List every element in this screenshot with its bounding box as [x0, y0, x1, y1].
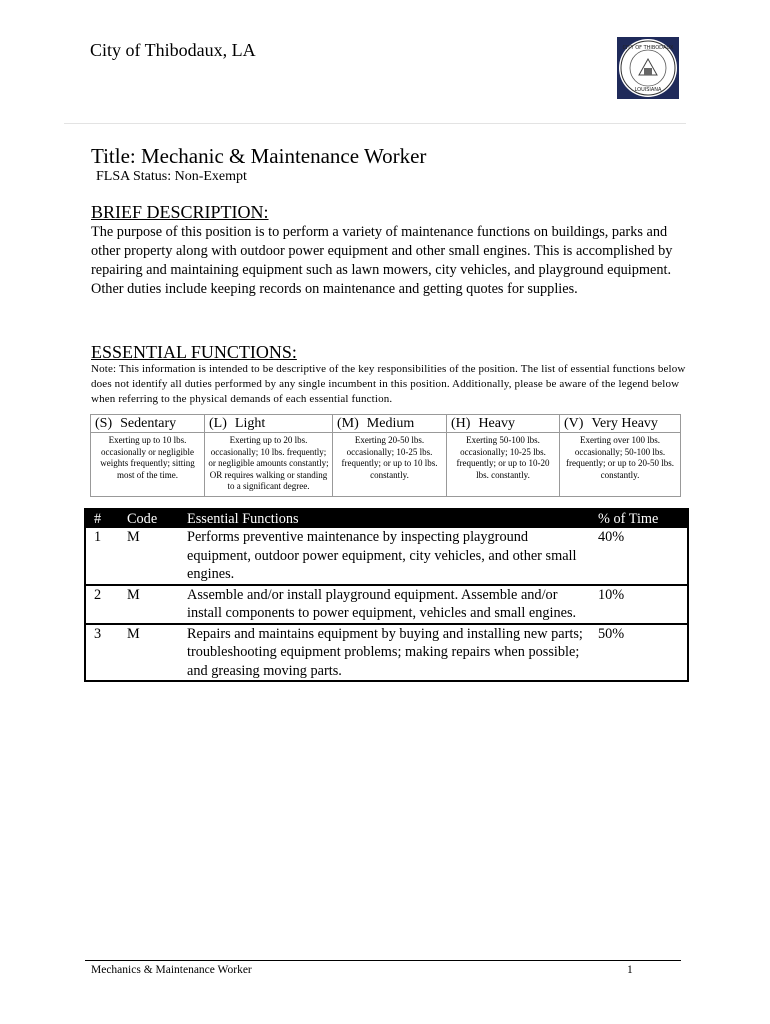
brief-description-text: The purpose of this position is to perform a variety of maintenance functions on buildings, parks and other property along with outdoor power equipment and other small engines. This is accomplished by repairing and maintaining equipment such as lawn mowers, city vehicles, and playground equipment. Other duties include keeping records on maintenance and getting quotes for supplies.: [91, 224, 673, 297]
legend-header-sedentary: (S) Sedentary: [91, 415, 205, 433]
row-code: M: [123, 528, 183, 585]
row-function: Assemble and/or install playground equipment. Assemble and/or install components to power equipment, vehicles and small engines.: [183, 585, 594, 624]
city-header: City of Thibodaux, LA: [90, 40, 256, 60]
essential-functions-heading: ESSENTIAL FUNCTIONS:: [91, 342, 297, 362]
row-function: Performs preventive maintenance by inspecting playground equipment, outdoor power equipment, city vehicles, and other small engines.: [183, 528, 594, 585]
essential-functions-table: [84, 508, 689, 682]
footer-document-title: Mechanics & Maintenance Worker: [91, 964, 252, 976]
legend-header-heavy: (H) Heavy: [447, 415, 560, 433]
table-header-row: [85, 509, 688, 528]
col-header-function: Essential Functions: [183, 509, 594, 528]
header-divider: [64, 123, 686, 124]
legend-header-medium: (M) Medium: [333, 415, 447, 433]
row-number: 1: [85, 528, 123, 585]
legend-header-light: (L) Light: [205, 415, 333, 433]
svg-text:LOUISIANA: LOUISIANA: [634, 87, 662, 93]
legend-desc-sedentary: Exerting up to 10 lbs. occasionally or negligible weights frequently; sitting most of the time.: [91, 433, 205, 497]
row-percent: 40%: [594, 528, 688, 585]
physical-demand-legend: [90, 414, 681, 497]
legend-header-very-heavy: (V) Very Heavy: [560, 415, 681, 433]
legend-desc-light: Exerting up to 20 lbs. occasionally; 10 lbs. frequently; or negligible amounts constantly; OR requires walking or standing to a significant degree.: [205, 433, 333, 497]
svg-text:CITY OF THIBODAUX: CITY OF THIBODAUX: [622, 45, 674, 51]
table-row: [85, 585, 688, 624]
table-row: [85, 624, 688, 682]
row-code: M: [127, 625, 140, 642]
row-code: M: [123, 585, 183, 624]
col-header-code: Code: [123, 509, 183, 528]
legend-desc-medium: Exerting 20-50 lbs. occasionally; 10-25 lbs. frequently; or up to 10 lbs. constantly.: [333, 433, 447, 497]
row-function: Repairs and maintains equipment by buying and installing new parts; troubleshooting equipment problems; making repairs when possible; and greasing moving parts.: [187, 625, 583, 679]
footer-page-number: 1: [627, 964, 633, 976]
brief-description-heading: BRIEF DESCRIPTION:: [91, 202, 269, 222]
row-percent: 50%: [598, 625, 625, 642]
job-title: Title: Mechanic & Maintenance Worker: [91, 144, 427, 168]
table-row: [85, 528, 688, 585]
row-percent: 10%: [594, 585, 688, 624]
essential-functions-note: Note: This information is intended to be descriptive of the key responsibilities of the position. The list of essential functions below does not identify all duties performed by any single incumbent in this position. Additionally, please be aware of the legend below when referring to the physical demands of each essential function.: [91, 363, 686, 405]
row-number: 2: [85, 585, 123, 624]
col-header-percent-time: % of Time: [594, 509, 688, 528]
col-header-number: #: [85, 509, 123, 528]
legend-desc-heavy: Exerting 50-100 lbs. occasionally; 10-25 lbs. frequently; or up to 10-20 lbs. constantly.: [447, 433, 560, 497]
row-number: 3: [94, 625, 102, 642]
city-seal-logo: [617, 37, 679, 99]
flsa-status: FLSA Status: Non-Exempt: [96, 169, 247, 184]
legend-desc-very-heavy: Exerting over 100 lbs. occasionally; 50-100 lbs. frequently; or up to 20-50 lbs. constantly.: [560, 433, 681, 497]
footer-divider: [85, 960, 681, 961]
